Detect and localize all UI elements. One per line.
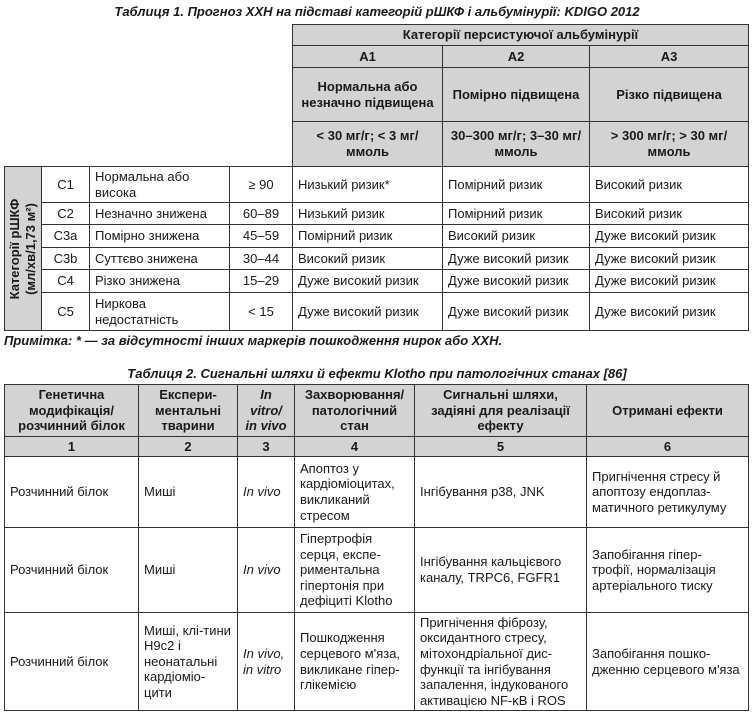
row-c1-code: C1 [42, 167, 90, 203]
t2-colnum-3: 3 [238, 437, 295, 457]
t2-header-animals: Експери-ментальні тварини [139, 385, 238, 437]
t2-row3-invitro: In vivo, in vitro [238, 613, 295, 711]
col-a3-code: A3 [590, 46, 749, 68]
table1-kdigo-prognosis [4, 24, 749, 331]
t2-row1-animals: Миші [139, 457, 238, 528]
t2-colnum-1: 1 [5, 437, 139, 457]
col-a3-range: > 300 мг/г; > 30 мг/ммоль [590, 122, 749, 167]
t2-row1-pathways: Інгібування p38, JNK [415, 457, 587, 528]
row-c4-range: 15–29 [230, 270, 293, 293]
row-c5-name: Ниркова недостатність [90, 293, 230, 331]
col-a2-name: Помірно підвищена [443, 68, 590, 122]
t2-row2-pathways: Інгібування кальцієвого каналу, TRPC6, FGFR1 [415, 528, 587, 613]
t2-row3-pathways: Пригнічення фіброзу, оксидантного стресу, мітохондріальної дис-функції та інгібування запалення, індукованого активацією NF-κB і ROS [415, 613, 587, 711]
row-c1-a2: Помірний ризик [443, 167, 590, 203]
t2-row1-disease: Апоптоз у кардіоміоцитах, викликаний стресом [295, 457, 415, 528]
t2-row3-disease: Пошкодження серцевого м'яза, викликане гіпер-глікемією [295, 613, 415, 711]
t2-row2-animals: Миші [139, 528, 238, 613]
row-c3a-name: Помірно знижена [90, 225, 230, 248]
col-a2-range: 30–300 мг/г; 3–30 мг/ммоль [443, 122, 590, 167]
col-a1-code: A1 [293, 46, 443, 68]
row-c3a-a2: Високий ризик [443, 225, 590, 248]
t2-colnum-6: 6 [587, 437, 749, 457]
row-c2-range: 60–89 [230, 203, 293, 225]
col-a3-name: Різко підвищена [590, 68, 749, 122]
t2-row2-modification: Розчинний білок [5, 528, 139, 613]
gfr-axis-label [5, 167, 42, 331]
table1-empty-corner [5, 25, 293, 167]
row-c3b-a3: Дуже високий ризик [590, 248, 749, 270]
t2-header-modification: Генетична модифікація/ розчинний білок [5, 385, 139, 437]
row-c1-a3: Високий ризик [590, 167, 749, 203]
row-c4-a2: Дуже високий ризик [443, 270, 590, 293]
row-c3b-name: Суттєво знижена [90, 248, 230, 270]
t2-header-effects: Отримані ефекти [587, 385, 749, 437]
col-a1-range: < 30 мг/г; < 3 мг/ммоль [293, 122, 443, 167]
row-c3b-a2: Дуже високий ризик [443, 248, 590, 270]
row-c3b-a1: Високий ризик [293, 248, 443, 270]
col-a2-code: A2 [443, 46, 590, 68]
row-c2-code: C2 [42, 203, 90, 225]
row-c2-name: Незначно знижена [90, 203, 230, 225]
row-c4-code: C4 [42, 270, 90, 293]
table2-caption: Таблиця 2. Сигнальні шляхи й ефекти Klotho при патологічних станах [86] [127, 366, 627, 381]
t2-colnum-2: 2 [139, 437, 238, 457]
col-a1-name: Нормальна або незначно підвищена [293, 68, 443, 122]
row-c4-a1: Дуже високий ризик [293, 270, 443, 293]
row-c3b-range: 30–44 [230, 248, 293, 270]
t2-row1-modification: Розчинний білок [5, 457, 139, 528]
albuminuria-header: Категорії персистуючої альбумінурії [293, 25, 749, 46]
table1-caption: Таблиця 1. Прогноз ХХН на підставі категорій рШКФ і альбумінурії: KDIGO 2012 [114, 4, 640, 19]
gfr-axis-label-line2: (мл/хв/1,73 м²) [23, 202, 38, 295]
t2-row2-effects: Запобігання гіпер-трофії, нормалізація артеріального тиску [587, 528, 749, 613]
t2-header-disease: Захворювання/ патологічний стан [295, 385, 415, 437]
row-c2-a3: Високий ризик [590, 203, 749, 225]
t2-row1-effects: Пригнічення стресу й апоптозу ендоплаз-матичного ретикулуму [587, 457, 749, 528]
row-c5-range: < 15 [230, 293, 293, 331]
row-c3a-a1: Помірний ризик [293, 225, 443, 248]
row-c4-a3: Дуже високий ризик [590, 270, 749, 293]
t2-row2-invitro: In vivo [238, 528, 295, 613]
row-c3a-a3: Дуже високий ризик [590, 225, 749, 248]
row-c1-name: Нормальна або висока [90, 167, 230, 203]
table2-klotho-pathways [4, 384, 749, 711]
row-c2-a2: Помірний ризик [443, 203, 590, 225]
row-c2-a1: Низький ризик [293, 203, 443, 225]
row-c5-a1: Дуже високий ризик [293, 293, 443, 331]
row-c3a-code: C3a [42, 225, 90, 248]
t2-colnum-4: 4 [295, 437, 415, 457]
row-c3b-code: C3b [42, 248, 90, 270]
t2-row2-disease: Гіпертрофія серця, експе-риментальна гіпертонія при дефіциті Klotho [295, 528, 415, 613]
t2-row3-effects: Запобігання пошко-дженню серцевого м'яза [587, 613, 749, 711]
t2-header-pathways: Сигнальні шляхи, задіяні для реалізації ефекту [415, 385, 587, 437]
row-c5-a2: Дуже високий ризик [443, 293, 590, 331]
row-c1-a1: Низький ризик* [293, 167, 443, 203]
t2-row3-modification: Розчинний білок [5, 613, 139, 711]
row-c4-name: Різко знижена [90, 270, 230, 293]
t2-row3-animals: Миші, клі-тини H9c2 і неонатальні кардіоміо-цити [139, 613, 238, 711]
row-c3a-range: 45–59 [230, 225, 293, 248]
table1-note: Примітка: * — за відсутності інших маркерів пошкодження нирок або ХХН. [4, 333, 503, 348]
gfr-axis-label-line1: Категорії рШКФ [6, 198, 22, 299]
t2-header-invitro: In vitro/ in vivo [238, 385, 295, 437]
row-c5-a3: Дуже високий ризик [590, 293, 749, 331]
t2-row1-invitro: In vivo [238, 457, 295, 528]
row-c5-code: C5 [42, 293, 90, 331]
row-c1-range: ≥ 90 [230, 167, 293, 203]
t2-colnum-5: 5 [415, 437, 587, 457]
